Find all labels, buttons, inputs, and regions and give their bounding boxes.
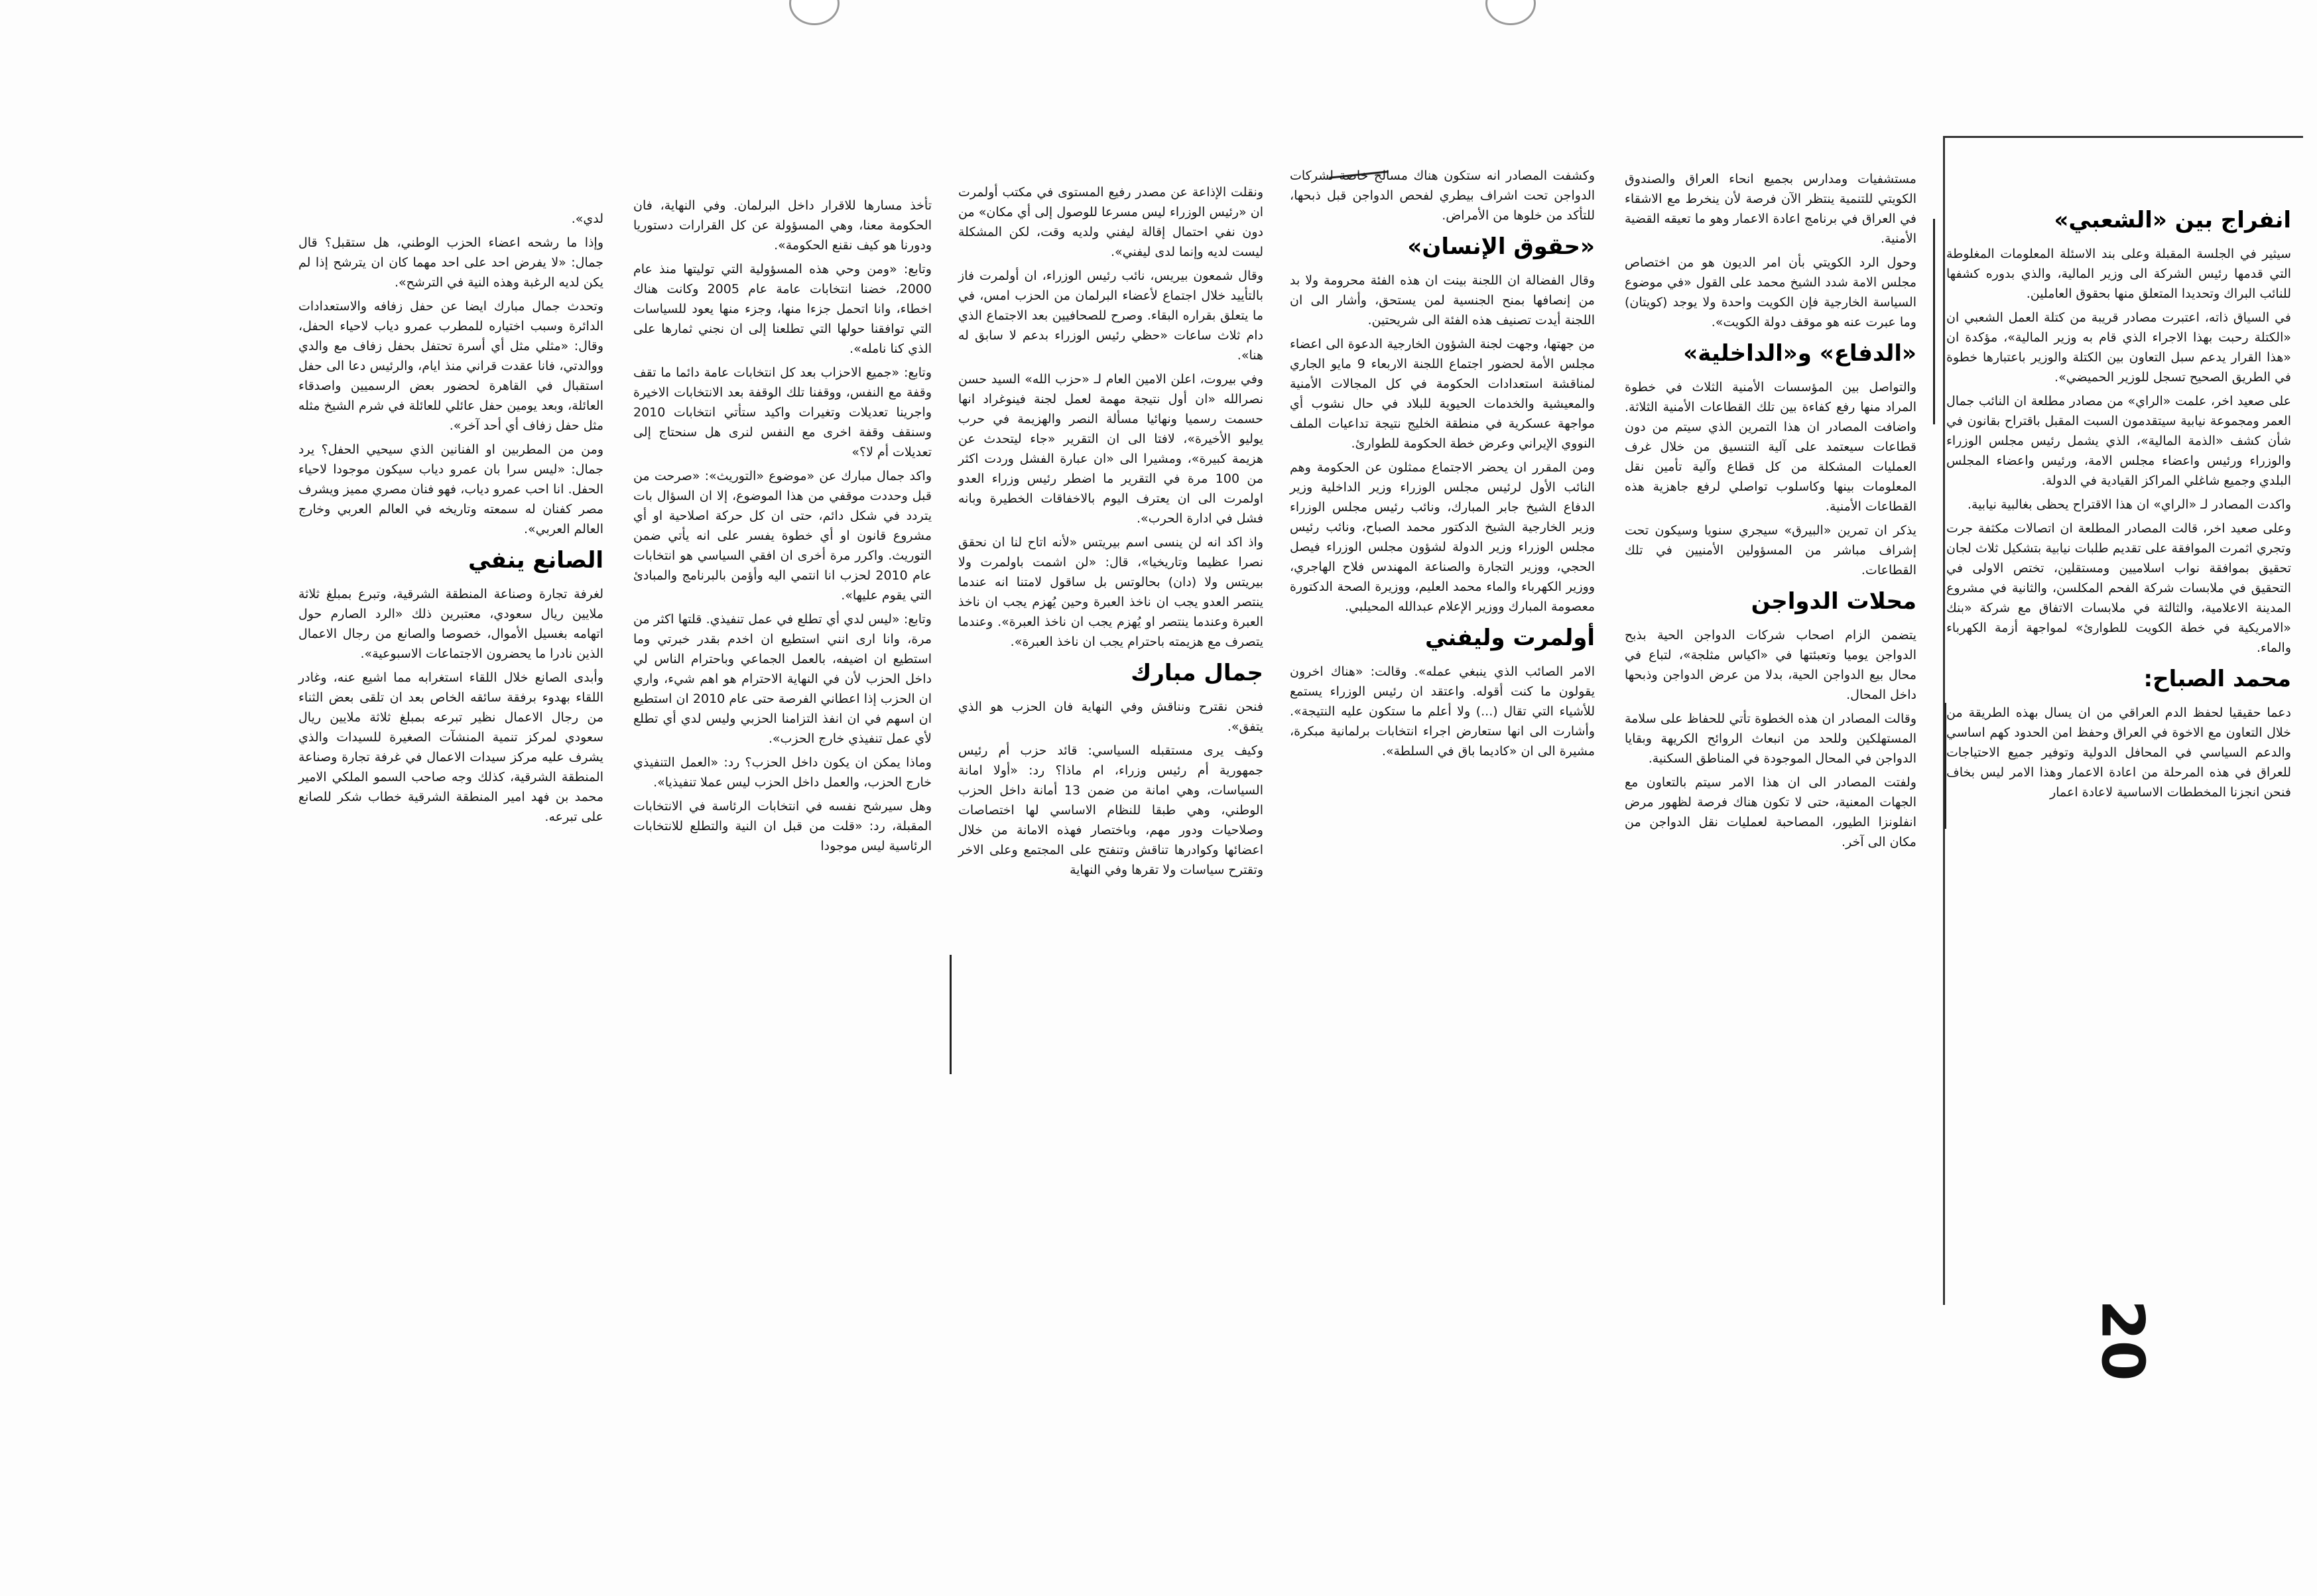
section-heading: «حقوق الإنسان»	[1407, 233, 1595, 260]
page-number: 20	[2088, 1300, 2157, 1381]
paragraph: وفي بيروت، اعلن الامين العام لـ «حزب الله» السيد حسن نصرالله «ان أول نتيجة مهمة لعمل لجنة فينوغراد انها حسمت رسميا ونهائيا مسألة النصر والهزيمة في حرب يوليو الأخيرة»، لافتا الى ان التقرير «جاء ليتحدث عن هزيمة كبيرة»، ومشيرا الى «ان عبارة الفشل وردت اكثر من 100 مرة في التقرير ما اضطر رئيس وزراء العدو اولمرت الى ان يعترف اليوم بالاخفاقات الخطيرة وبانه فشل في ادارة الحرب».	[958, 372, 1263, 526]
paragraph: وهل سيرشح نفسه في انتخابات الرئاسة في الانتخابات المقبلة، رد: «قلت من قبل ان النية والتطلع للانتخابات الرئاسية ليس موجودا	[633, 799, 932, 853]
paragraph: وقالت المصادر ان هذه الخطوة تأتي للحفاظ على سلامة المستهلكين وللحد من انبعاث الروائح الكريهة وبقايا الدواجن في المحال الموجودة في المناطق السكنية.	[1625, 711, 1916, 766]
article-column-4	[958, 182, 1263, 884]
paragraph: وعلى صعيد اخر، قالت المصادر المطلعة ان اتصالات مكثفة جرت وتجري اثمرت الموافقة على تقديم طلبات نيابية بتشكيل ثلاث لجان تحقيق بموافقة نواب اسلاميين ومستقلين، تختص الاولى في التحقيق في ملابسات شركة الفحم المكلسن، والثانية في مشروع المدينة الاعلامية، والثالثة في ملابسات الاتفاق مع شركة «بنك «الامريكية في خطة الكويت للطوارئ» لمواجهة أزمة الكهرباء والماء.	[1946, 521, 2291, 655]
paragraph: في السياق ذاته، اعتبرت مصادر قريبة من كتلة العمل الشعبي ان «الكتلة رحبت بهذا الاجراء الذي قام به وزير المالية»، مؤكدة ان «هذا القرار يدعم سبل التعاون بين الكتلة والوزير باعتبارها خطوة في الطريق الصحيح تسجل للوزير الحميضي».	[1946, 310, 2291, 385]
section-heading: الصانع ينفي	[468, 547, 603, 574]
paragraph: سيثير في الجلسة المقبلة وعلى بند الاسئلة المعلومات المغلوطة التي قدمها رئيس الشركة الى وزير المالية، والذي بدوره كشفها للنائب البراك وتحديدا المتعلق منها بحقوق العاملين.	[1946, 247, 2291, 301]
paragraph: وقال الفضالة ان اللجنة بينت ان هذه الفئة محرومة ولا بد من إنصافها بمنح الجنسية لمن يستحق، وأشار الى ان اللجنة أيدت تصنيف هذه الفئة الى شريحتين.	[1290, 273, 1595, 328]
article-column-1	[1946, 199, 2291, 806]
punch-hole-left	[789, 0, 840, 25]
article-column-3	[1290, 166, 1595, 765]
paragraph: من جهتها، وجهت لجنة الشؤون الخارجية الدعوة الى اعضاء مجلس الأمة لحضور اجتماع اللجنة الاربعاء 9 مايو الجاري لمناقشة استعدادات الحكومة في كل المجالات الأمنية والمعيشية والخدمات الحيوية للبلاد في حال نشوب أي مواجهة عسكرية في منطقة الخليج نتيجة تداعيات الملف النووي الإيراني وعرض خطة الحكومة للطوارئ.	[1290, 337, 1595, 451]
paragraph: يذكر ان تمرين «البيرق» سيجري سنويا وسيكون تحت إشراف مباشر من المسؤولين الأمنيين في تلك القطاعات.	[1625, 523, 1916, 578]
paragraph: وماذا يمكن ان يكون داخل الحزب؟ رد: «العمل التنفيذي خارج الحزب، والعمل داخل الحزب ليس عملا تنفيذيا».	[633, 755, 932, 790]
article-column-5	[633, 196, 932, 860]
paragraph: والتواصل بين المؤسسات الأمنية الثلاث في خطوة المراد منها رفع كفاءة بين تلك القطاعات الأمنية الثلاثة. واضافت المصادر ان هذا التمرين الذي سيتم من دون قطاعات سيعتمد على آلية التنسيق من خلال غرف العمليات المشكلة من كل قطاع وآلية تأمين نقل المعلومات بينها وكاسلوب تواصلي لرفع جاهزية هذه القطاعات الأمنية.	[1625, 380, 1916, 514]
paragraph: وكيف يرى مستقبله السياسي: قائد حزب أم رئيس جمهورية أم رئيس وزراء، ام ماذا؟ رد: «أولا امانة السياسات، وهي امانة من ضمن 13 أمانة داخل الحزب الوطني، وهي طبقا للنظام الاساسي لها اختصاصات وصلاحيات ودور مهم، وباختصار فهذه الامانة من خلال اعضائها وكوادرها تناقش وتنفتح على المجتمع وعلى الاخر وتقترح سياسات ولا تقرها وفي النهاية	[958, 743, 1263, 877]
paragraph: ومن من المطربين او الفنانين الذي سيحيي الحفل؟ يرد جمال: «ليس سرا بان عمرو دياب سيكون موجودا لاحياء الحفل. انا احب عمرو دياب، فهو فنان مصري مميز ويشرف مصر كفنان له سمعته وتاريخه في العالم العربي وخارج العالم العربي».	[298, 442, 603, 536]
paragraph: وإذا ما رشحه اعضاء الحزب الوطني، هل ستقبل؟ قال جمال: «لا يفرض احد على احد مهما كان ان يترشح إذا لم يكن لديه الرغبة وهذه النية في الترشح».	[298, 235, 603, 290]
paragraph: مستشفيات ومدارس بجميع انحاء العراق والصندوق الكويتي للتنمية ينتظر الآن فرصة لأن ينخرط مع الاشقاء في العراق في برنامج اعادة الاعمار وهو ما تعيقه القضية الأمنية.	[1625, 172, 1916, 246]
paragraph: لغرفة تجارة وصناعة المنطقة الشرقية، وتبرع بمبلغ ثلاثة ملايين ريال سعودي، معتبرين ذلك «الرد الصارم حول اتهامه بغسيل الأموال، خصوصا والصانع من رجال الاعمال الذين نادرا ما يحضرون الاجتماعات الاسبوعية».	[298, 587, 603, 661]
punch-hole-right	[1485, 0, 1536, 25]
section-heading: محلات الدواجن	[1751, 588, 1916, 615]
paragraph: واكدت المصادر لـ «الراي» ان هذا الاقتراح يحظى بغالبية نيابية.	[1967, 497, 2291, 512]
paragraph: ولفتت المصادر الى ان هذا الامر سيتم بالتعاون مع الجهات المعنية، حتى لا تكون هناك فرصة لظهور مرض انفلونزا الطيور، المصاحبة لعمليات نقل الدواجن من مكان الى آخر.	[1625, 775, 1916, 849]
paragraph: على صعيد اخر، علمت «الراي» من مصادر مطلعة ان النائب جمال العمر ومجموعة نيابية سيتقدمون السبت المقبل باقتراح بقانون في شأن كشف «الذمة المالية»، الذي يشمل رئيس مجلس الوزراء والوزراء ورئيس واعضاء مجلس الامة، ورئيس واعضاء المجلس البلدي وجميع شاغلي المراكز القيادية في الدولة.	[1946, 394, 2291, 488]
paragraph: لدي».	[571, 212, 603, 226]
paragraph: واكد جمال مبارك عن «موضوع «التوريث»: «صرحت من قبل وحددت موقفي من هذا الموضوع، إلا ان السؤال بات يتردد في شكل دائم، حتى ان كل حركة اصلاحية او أي مشروع قانون او أي خطوة يفسر على انه يأتي ضمن التوريث. واكرر مرة أخرى ان افقي السياسي هو انتخابات عام 2010 لحزب انا انتمي اليه وأؤمن بالبرنامج والمبادئ التي يقوم عليها».	[633, 469, 932, 603]
paragraph: وكشفت المصادر انه ستكون هناك مسالخ خاصة لشركات الدواجن تحت اشراف بيطري لفحص الدواجن قبل ذبحها، للتأكد من خلوها من الأمراض.	[1290, 168, 1595, 223]
paragraph: ونقلت الإذاعة عن مصدر رفيع المستوى في مكتب أولمرت ان «رئيس الوزراء ليس مسرعا للوصول إلى أي مكان» من دون نفي احتمال إقالة ليفني ولديه وقت، لكن المشكلة ليست لديه وإنما لدى ليفني».	[958, 185, 1263, 259]
section-heading: محمد الصباح:	[2143, 666, 2291, 692]
bracket-mark	[950, 955, 952, 1074]
bracket-mark	[1933, 219, 1935, 424]
section-heading: انفراج بين «الشعبي»	[2054, 207, 2291, 233]
paragraph: يتضمن الزام اصحاب شركات الدواجن الحية بذبح الدواجن يوميا وتعبئتها في «اكياس مثلجة»، لتباع في محال بيع الدواجن الحية، بدلا من عرض الدواجن وذبحها داخل المحال.	[1625, 628, 1916, 702]
paragraph: وأبدى الصانع خلال اللقاء استغرابه مما اشيع عنه، وغادر اللقاء بهدوء برفقة سائقه الخاص بعد ان تلقى بعض الثناء من رجال الاعمال نظير تبرعه بمبلغ ثلاثة ملايين ريال سعودي لمركز تنمية المنشآت الصغيرة للسيدات والذي يشرف عليه مركز سيدات الاعمال في غرفة تجارة وصناعة المنطقة الشرقية، كذلك وجه صاحب السمو الملكي الامير محمد بن فهد امير المنطقة الشرقية خطاب شكر للصانع على تبرعه.	[298, 670, 603, 824]
paragraph: واذ اكد انه لن ينسى اسم بيريتس «لأنه اتاح لنا ان نحقق نصرا عظيما وتاريخيا»، قال: «لن اشمت باولمرت ولا بيريتس ولا (دان) بحالوتس بل ساقول لامتنا انه عندما ينتصر العدو يجب ان ناخذ العبرة وحين يُهزم يجب ان ناخذ العبرة وعندما ينتصر او يُهزم يجب ان ناخذ العبرة». وعندما يتصرف مع هزيمته باحترام يجب ان ناخذ العبرة».	[958, 535, 1263, 649]
paragraph: فنحن نقترح ونناقش وفي النهاية فان الحزب هو الذي يتفق».	[958, 700, 1263, 734]
article-column-2	[1625, 169, 1916, 856]
paragraph: الامر الصائب الذي ينبغي عمله». وقالت: «هناك اخرون يقولون ما كنت أقوله. واعتقد ان رئيس الوزراء يستمع للأشياء التي تقال (...) ولا أعلم ما ستكون عليه النتيجة». وأشارت الى انها ستعارض اجراء انتخابات برلمانية مبكرة، مشيرة الى ان «كاديما باق في السلطة».	[1290, 664, 1595, 759]
paragraph: دعما حقيقيا لحفظ الدم العراقي من ان يسال بهذه الطريقة من خلال التعاون مع الاخوة في العراق وحفظ امن الحدود كهم اساسي والدعم السياسي في المحافل الدولية وتوفير جميع الاحتياجات للعراق في هذه المرحلة من اعادة الاعمار وهذا الامر ليس بخاف فنحن انجزنا المخططات الاساسية لاعادة اعمار	[1946, 706, 2291, 800]
paragraph: تأخذ مسارها للاقرار داخل البرلمان. وفي النهاية، فان الحكومة معنا، وهي المسؤولة عن كل القرارات دستوريا ودورنا هو كيف نقنع الحكومة».	[633, 198, 932, 253]
paragraph: ومن المقرر ان يحضر الاجتماع ممثلون عن الحكومة وهم النائب الأول لرئيس مجلس الوزراء وزير الداخلية وزير الدفاع الشيخ جابر المبارك، ونائب رئيس مجلس الوزراء وزير الخارجية الشيخ الدكتور محمد الصباح، ونائب رئيس مجلس الوزراء وزير الدولة لشؤون مجلس الوزراء فيصل الحجي، ووزير التجارة والصناعة المهندس فلاح الهاجري، ووزير الكهرباء والماء محمد العليم، ووزيرة الصحة الدكتورة معصومة المبارك ووزير الإعلام عبدالله المحيلبي.	[1290, 460, 1595, 614]
section-heading: «الدفاع» و«الداخلية»	[1683, 340, 1916, 367]
paragraph: وتابع: «ليس لدي أي تطلع في عمل تنفيذي. قلتها اكثر من مرة، وانا ارى انني استطيع ان اخدم بقدر خبرتي وما استطيع ان اضيفه، بالعمل الجماعي وباحترام الناس لي داخل الحزب لأن في النهاية الاحترام هو اهم شيء، واري ان الحزب إذا اعطاني الفرصة حتى عام 2010 ان استطيع ان اسهم في ان انفذ التزامنا الحزبي وليس لدي أي تطلع لأي عمل تنفيذي خارج الحزب».	[633, 612, 932, 746]
article-column-6	[298, 209, 603, 831]
section-heading: أولمرت وليفني	[1424, 625, 1595, 651]
paragraph: وتابع: «ومن وحي هذه المسؤولية التي توليتها منذ عام 2000، خضنا انتخابات عامة عام 2005 وكانت هناك اخطاء، وانا اتحمل جزءا منها، وجزء منها يعود للسياسات التي توافقنا حولها التي تطلعنا إلى ان نجني ثمارها على الذي كنا نامله».	[633, 262, 932, 356]
paragraph: وتحدث جمال مبارك ايضا عن حفل زفافه والاستعدادات الدائرة وسبب اختياره للمطرب عمرو دياب لاحياء الحفل، وقال: «مثلي مثل أي أسرة تحتفل بحفل زفاف مع والدي ووالدتي، فانا عقدت قراني منذ ايام، والرئيس دعا الى حفل استقبال في القاهرة لحضور بعض الرسميين واصدقاء العائلة، وبعد يومين حفل عائلي للعائلة في شرم الشيخ مثله مثل حفل زفاف أي أحد آخر».	[298, 299, 603, 433]
paragraph: وقال شمعون بيريس، نائب رئيس الوزراء، ان أولمرت فاز بالتأييد خلال اجتماع لأعضاء البرلمان من الحزب امس، في ما يتعلق بقراره البقاء. وصرح للصحافيين بعد الاجتماع الذي دام ثلاث ساعات «حظي رئيس الوزراء بدعم لا سابق له هنا».	[958, 269, 1263, 363]
paragraph: وحول الرد الكويتي بأن امر الديون هو من اختصاص مجلس الامة شدد الشيخ محمد على القول «في موضوع السياسة الخارجية فإن الكويت واحدة ولا يوجد (كويتان) وما عبرت عنه هو موقف دولة الكويت».	[1625, 255, 1916, 330]
paragraph: وتابع: «جميع الاحزاب بعد كل انتخابات عامة دائما ما تقف وقفة مع النفس، ووقفنا تلك الوقفة بعد الانتخابات الاخيرة واجرينا تعديلات وتغيرات واكيد ستأتي انتخابات 2010 وسنقف وقفة اخرى مع النفس لنرى هل سنحتاج إلى تعديلات أم لا؟»	[633, 365, 932, 460]
section-heading: جمال مبارك	[1131, 660, 1263, 686]
